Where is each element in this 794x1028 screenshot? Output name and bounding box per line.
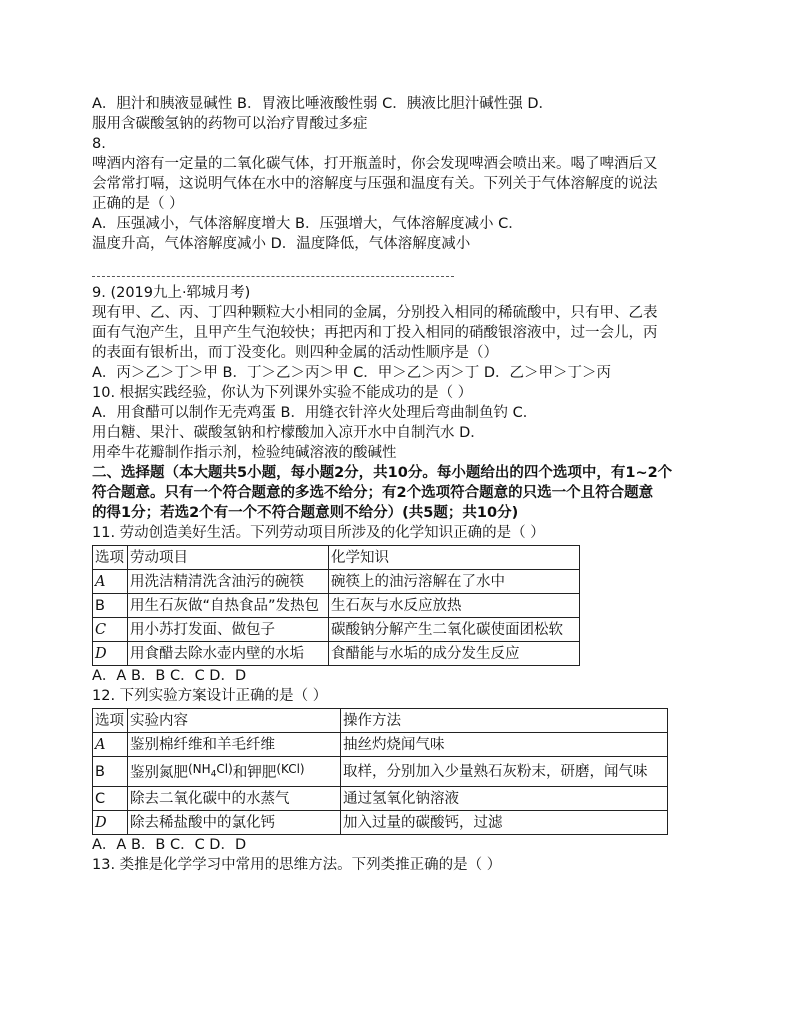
table-cell: 生石灰与水反应放热 xyxy=(329,594,580,618)
header-cell: 选项 xyxy=(93,709,128,733)
q10-options-line-1: A．用食醋可以制作无壳鸡蛋 B．用缝衣针淬火处理后弯曲制鱼钓 C． xyxy=(92,405,538,421)
q8-stem-line-1: 啤酒内溶有一定量的二氧化碳气体，打开瓶盖时，你会发现啤酒会喷出来。喝了啤酒后又 xyxy=(92,156,658,172)
q13-stem: 13. 类推是化学学习中常用的思维方法。下列类推正确的是（ ） xyxy=(92,857,502,873)
q10-options-line-3: 用牵牛花瓣制作指示剂，检验纯碱溶液的酸碱性 xyxy=(92,445,397,461)
formula-subscript: 4 xyxy=(210,769,217,780)
table-cell: 用洗洁精清洗含油污的碗筷 xyxy=(128,570,329,594)
header-cell: 化学知识 xyxy=(329,546,580,570)
formula-nh4cl xyxy=(188,761,233,780)
formula-kcl: (KCl) xyxy=(276,761,305,776)
section2-heading-line-3: 的得1分；若选2个有一个不符合题意则不给分）(共5题；共10分) xyxy=(92,505,519,521)
option-cell: D xyxy=(93,642,128,666)
table-cell: 加入过量的碳酸钙，过滤 xyxy=(341,811,668,835)
q8-stem-line-2: 会常常打嗝，这说明气体在水中的溶解度与压强和温度有关。下列关于气体溶解度的说法 xyxy=(92,176,658,192)
option-cell: A xyxy=(93,570,128,594)
q7-options-line-1: A．胆汁和胰液显碱性 B．胃液比唾液酸性弱 C．胰液比胆汁碱性强 D． xyxy=(92,96,553,112)
table-cell: 除去稀盐酸中的氯化钙 xyxy=(128,811,341,835)
q8-options-line-2: 温度升高，气体溶解度减小 D．温度降低，气体溶解度减小 xyxy=(92,236,471,252)
q8-stem-line-3: 正确的是（ ） xyxy=(92,196,184,212)
exam-page xyxy=(92,94,704,875)
table-cell: 除去二氧化碳中的水蒸气 xyxy=(128,787,341,811)
table-header-row xyxy=(93,546,580,570)
q11-answer-options: A．A B．B C．C D．D xyxy=(92,668,247,684)
table-cell: 用食醋去除水壶内壁的水垢 xyxy=(128,642,329,666)
table-row xyxy=(93,570,580,594)
q12-answer-options: A．A B．B C．C D．D xyxy=(92,837,247,853)
header-cell: 实验内容 xyxy=(128,709,341,733)
option-cell: B xyxy=(93,594,128,618)
q12-table xyxy=(92,708,668,835)
table-row xyxy=(93,787,668,811)
q8-options-line-1: A．压强减小，气体溶解度增大 B．压强增大，气体溶解度减小 C． xyxy=(92,216,523,232)
table-cell: 碗筷上的油污溶解在了水中 xyxy=(329,570,580,594)
q10-options-line-2: 用白糖、果汁、碳酸氢钠和柠檬酸加入凉开水中自制汽水 D． xyxy=(92,425,485,441)
table-row xyxy=(93,811,668,835)
option-cell: C xyxy=(93,787,128,811)
table-cell xyxy=(128,757,341,787)
formula-part: (NH xyxy=(188,761,211,776)
option-cell: B xyxy=(93,757,128,787)
q9-stem-line-1: 现有甲、乙、丙、丁四种颗粒大小相同的金属，分别投入相同的稀硫酸中，只有甲、乙表 xyxy=(92,305,658,321)
page-separator xyxy=(92,266,454,277)
table-cell: 通过氢氧化钠溶液 xyxy=(341,787,668,811)
rowb-text: 和钾肥 xyxy=(232,764,277,781)
q10-stem: 10. 根据实践经验，你认为下列课外实验不能成功的是（ ） xyxy=(92,385,473,401)
q9-stem-line-3: 的表面有银析出，而丁没变化。则四种金属的活动性顺序是（） xyxy=(92,345,498,361)
header-cell: 选项 xyxy=(93,546,128,570)
rowb-text: 鉴别氮肥 xyxy=(130,764,188,781)
option-cell: A xyxy=(93,733,128,757)
q11-table xyxy=(92,545,580,666)
option-cell: D xyxy=(93,811,128,835)
table-cell: 用生石灰做“自热食品”发热包 xyxy=(128,594,329,618)
table-cell: 抽丝灼烧闻气味 xyxy=(341,733,668,757)
table-cell: 碳酸钠分解产生二氧化碳使面团松软 xyxy=(329,618,580,642)
table-row xyxy=(93,594,580,618)
table-cell: 用小苏打发面、做包子 xyxy=(128,618,329,642)
header-cell: 劳动项目 xyxy=(128,546,329,570)
section2-heading-line-2: 符合题意。只有一个符合题意的多选不给分；有2个选项符合题意的只选一个且符合题意 xyxy=(92,485,654,501)
option-cell: C xyxy=(93,618,128,642)
table-row xyxy=(93,618,580,642)
table-cell: 食醋能与水垢的成分发生反应 xyxy=(329,642,580,666)
q12-stem: 12. 下列实验方案设计正确的是（ ） xyxy=(92,688,328,704)
table-cell: 取样，分别加入少量熟石灰粉末，研磨，闻气味 xyxy=(341,757,668,787)
q7-options-line-2: 服用含碳酸氢钠的药物可以治疗胃酸过多症 xyxy=(92,116,368,132)
table-cell: 鉴别棉纤维和羊毛纤维 xyxy=(128,733,341,757)
q9-stem-line-2: 面有气泡产生，且甲产生气泡较快；再把丙和丁投入相同的硝酸银溶液中，过一会儿，丙 xyxy=(92,325,658,341)
table-header-row xyxy=(93,709,668,733)
q11-stem: 11. 劳动创造美好生活。下列劳动项目所涉及的化学知识正确的是（ ） xyxy=(92,525,545,541)
section2-heading-line-1: 二、选择题（本大题共5小题，每小题2分，共10分。每小题给出的四个选项中，有1~2个 xyxy=(92,465,673,481)
q9-source: 9. (2019九上·郓城月考) xyxy=(92,285,251,301)
table-row xyxy=(93,757,668,787)
header-cell: 操作方法 xyxy=(341,709,668,733)
table-row xyxy=(93,642,580,666)
q8-number: 8. xyxy=(92,136,106,152)
q9-options: A．丙＞乙＞丁＞甲 B．丁＞乙＞丙＞甲 C．甲＞乙＞丙＞丁 D．乙＞甲＞丁＞丙 xyxy=(92,365,611,381)
formula-part: Cl) xyxy=(216,761,233,776)
table-row xyxy=(93,733,668,757)
